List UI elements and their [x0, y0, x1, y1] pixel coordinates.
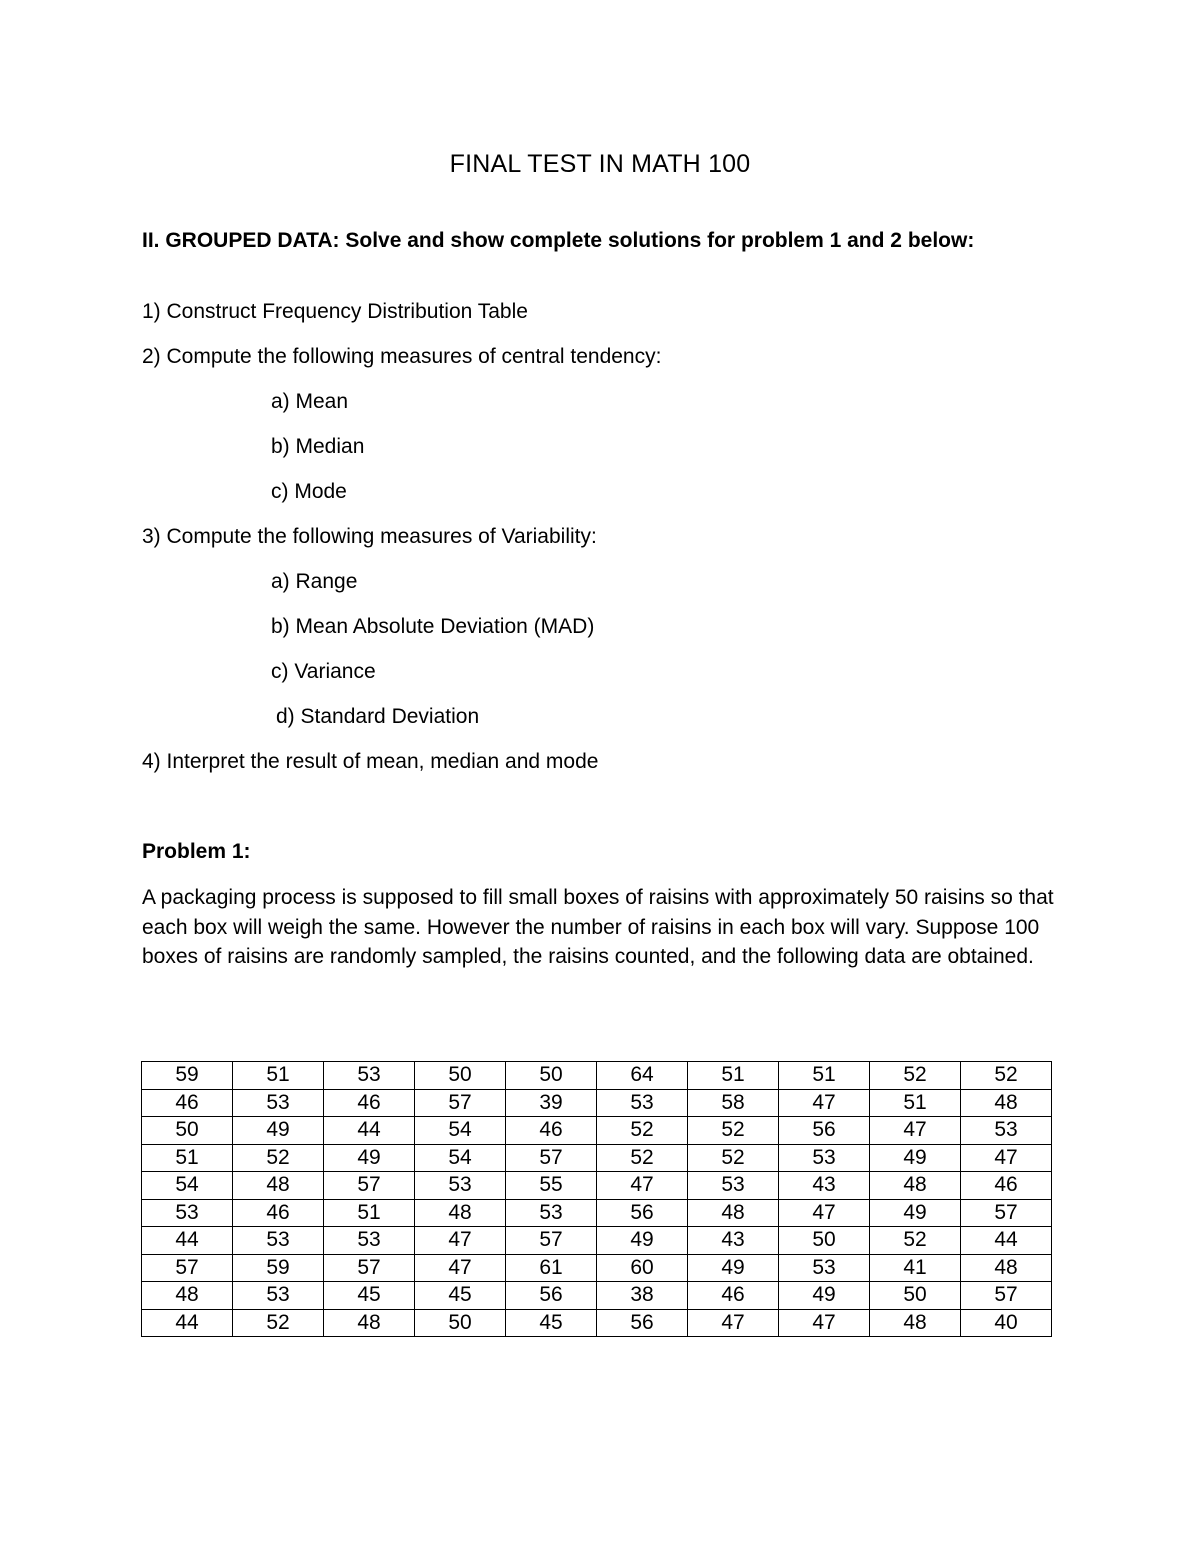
table-cell: 60 — [597, 1254, 688, 1282]
table-cell: 53 — [779, 1254, 870, 1282]
table-cell: 49 — [597, 1227, 688, 1255]
table-cell: 50 — [415, 1062, 506, 1090]
task-3b: b) Mean Absolute Deviation (MAD) — [271, 615, 595, 638]
table-cell: 48 — [688, 1199, 779, 1227]
table-cell: 53 — [233, 1089, 324, 1117]
table-cell: 45 — [506, 1309, 597, 1337]
table-cell: 46 — [961, 1172, 1052, 1200]
table-cell: 49 — [688, 1254, 779, 1282]
table-cell: 48 — [415, 1199, 506, 1227]
table-row — [142, 1144, 1052, 1172]
table-cell: 48 — [870, 1172, 961, 1200]
table-cell: 47 — [597, 1172, 688, 1200]
table-cell: 53 — [779, 1144, 870, 1172]
table-cell: 52 — [688, 1144, 779, 1172]
task-1: 1) Construct Frequency Distribution Table — [142, 300, 528, 323]
table-cell: 48 — [870, 1309, 961, 1337]
table-cell: 54 — [142, 1172, 233, 1200]
table-cell: 53 — [506, 1199, 597, 1227]
table-cell: 41 — [870, 1254, 961, 1282]
task-3: 3) Compute the following measures of Variability: — [142, 525, 597, 548]
data-table-body — [142, 1062, 1052, 1337]
table-cell: 49 — [779, 1282, 870, 1310]
table-cell: 48 — [961, 1089, 1052, 1117]
page-title: FINAL TEST IN MATH 100 — [449, 150, 751, 178]
table-row — [142, 1199, 1052, 1227]
table-cell: 48 — [324, 1309, 415, 1337]
table-cell: 49 — [870, 1199, 961, 1227]
table-cell: 44 — [324, 1117, 415, 1145]
table-cell: 61 — [506, 1254, 597, 1282]
table-cell: 49 — [324, 1144, 415, 1172]
table-cell: 56 — [506, 1282, 597, 1310]
table-cell: 52 — [597, 1117, 688, 1145]
table-cell: 53 — [688, 1172, 779, 1200]
task-4: 4) Interpret the result of mean, median and mode — [142, 750, 599, 773]
table-cell: 53 — [324, 1227, 415, 1255]
table-cell: 39 — [506, 1089, 597, 1117]
table-cell: 59 — [142, 1062, 233, 1090]
table-row — [142, 1062, 1052, 1090]
table-cell: 49 — [870, 1144, 961, 1172]
section-heading: II. GROUPED DATA: Solve and show complete solutions for problem 1 and 2 below: — [142, 229, 975, 252]
problem-text: A packaging process is supposed to fill small boxes of raisins with approximately 50 raisins so that each box will weigh the same. However the number of raisins in each box will vary. Suppose 100 boxes of raisins are randomly sampled, the raisins counted, and the following data are obtained. — [142, 886, 1054, 968]
table-cell: 57 — [415, 1089, 506, 1117]
table-cell: 46 — [506, 1117, 597, 1145]
table-row — [142, 1309, 1052, 1337]
table-cell: 51 — [870, 1089, 961, 1117]
table-cell: 47 — [415, 1227, 506, 1255]
table-cell: 45 — [324, 1282, 415, 1310]
table-cell: 44 — [961, 1227, 1052, 1255]
table-cell: 52 — [597, 1144, 688, 1172]
task-2a: a) Mean — [271, 390, 349, 413]
table-cell: 47 — [870, 1117, 961, 1145]
table-cell: 56 — [779, 1117, 870, 1145]
table-row — [142, 1282, 1052, 1310]
table-cell: 43 — [688, 1227, 779, 1255]
table-cell: 52 — [688, 1117, 779, 1145]
table-cell: 38 — [597, 1282, 688, 1310]
task-3c: c) Variance — [271, 660, 376, 683]
table-cell: 56 — [597, 1309, 688, 1337]
table-cell: 56 — [597, 1199, 688, 1227]
table-cell: 54 — [415, 1144, 506, 1172]
table-cell: 52 — [233, 1144, 324, 1172]
table-cell: 53 — [324, 1062, 415, 1090]
table-cell: 50 — [415, 1309, 506, 1337]
table-cell: 47 — [779, 1089, 870, 1117]
table-cell: 54 — [415, 1117, 506, 1145]
table-cell: 53 — [415, 1172, 506, 1200]
table-cell: 43 — [779, 1172, 870, 1200]
table-cell: 53 — [961, 1117, 1052, 1145]
table-cell: 52 — [961, 1062, 1052, 1090]
table-cell: 51 — [688, 1062, 779, 1090]
table-cell: 57 — [961, 1199, 1052, 1227]
task-3d: d) Standard Deviation — [276, 705, 480, 728]
table-cell: 47 — [415, 1254, 506, 1282]
table-cell: 46 — [142, 1089, 233, 1117]
table-cell: 51 — [324, 1199, 415, 1227]
table-row — [142, 1227, 1052, 1255]
table-cell: 64 — [597, 1062, 688, 1090]
task-2: 2) Compute the following measures of central tendency: — [142, 345, 662, 368]
table-cell: 48 — [142, 1282, 233, 1310]
table-cell: 49 — [233, 1117, 324, 1145]
table-cell: 47 — [779, 1309, 870, 1337]
table-cell: 50 — [506, 1062, 597, 1090]
table-cell: 47 — [688, 1309, 779, 1337]
table-cell: 46 — [324, 1089, 415, 1117]
table-cell: 47 — [779, 1199, 870, 1227]
task-3a: a) Range — [271, 570, 358, 593]
table-row — [142, 1089, 1052, 1117]
table-cell: 53 — [597, 1089, 688, 1117]
table-cell: 46 — [688, 1282, 779, 1310]
table-cell: 44 — [142, 1227, 233, 1255]
table-cell: 48 — [961, 1254, 1052, 1282]
table-cell: 44 — [142, 1309, 233, 1337]
table-cell: 50 — [870, 1282, 961, 1310]
table-cell: 50 — [142, 1117, 233, 1145]
table-cell: 52 — [870, 1227, 961, 1255]
table-cell: 50 — [779, 1227, 870, 1255]
data-table — [141, 1061, 1052, 1337]
table-cell: 52 — [233, 1309, 324, 1337]
table-cell: 40 — [961, 1309, 1052, 1337]
table-cell: 58 — [688, 1089, 779, 1117]
table-cell: 51 — [233, 1062, 324, 1090]
table-cell: 51 — [142, 1144, 233, 1172]
table-cell: 51 — [779, 1062, 870, 1090]
table-cell: 59 — [233, 1254, 324, 1282]
table-row — [142, 1254, 1052, 1282]
table-cell: 47 — [961, 1144, 1052, 1172]
table-cell: 53 — [233, 1282, 324, 1310]
table-row — [142, 1117, 1052, 1145]
table-cell: 53 — [233, 1227, 324, 1255]
table-cell: 55 — [506, 1172, 597, 1200]
table-row — [142, 1172, 1052, 1200]
table-cell: 57 — [506, 1227, 597, 1255]
task-2b: b) Median — [271, 435, 365, 458]
table-cell: 45 — [415, 1282, 506, 1310]
problem-title: Problem 1: — [142, 840, 251, 863]
table-cell: 46 — [233, 1199, 324, 1227]
table-cell: 52 — [870, 1062, 961, 1090]
table-cell: 57 — [961, 1282, 1052, 1310]
table-cell: 53 — [142, 1199, 233, 1227]
table-cell: 57 — [506, 1144, 597, 1172]
table-cell: 57 — [142, 1254, 233, 1282]
table-cell: 57 — [324, 1172, 415, 1200]
task-2c: c) Mode — [271, 480, 347, 503]
table-cell: 57 — [324, 1254, 415, 1282]
table-cell: 48 — [233, 1172, 324, 1200]
